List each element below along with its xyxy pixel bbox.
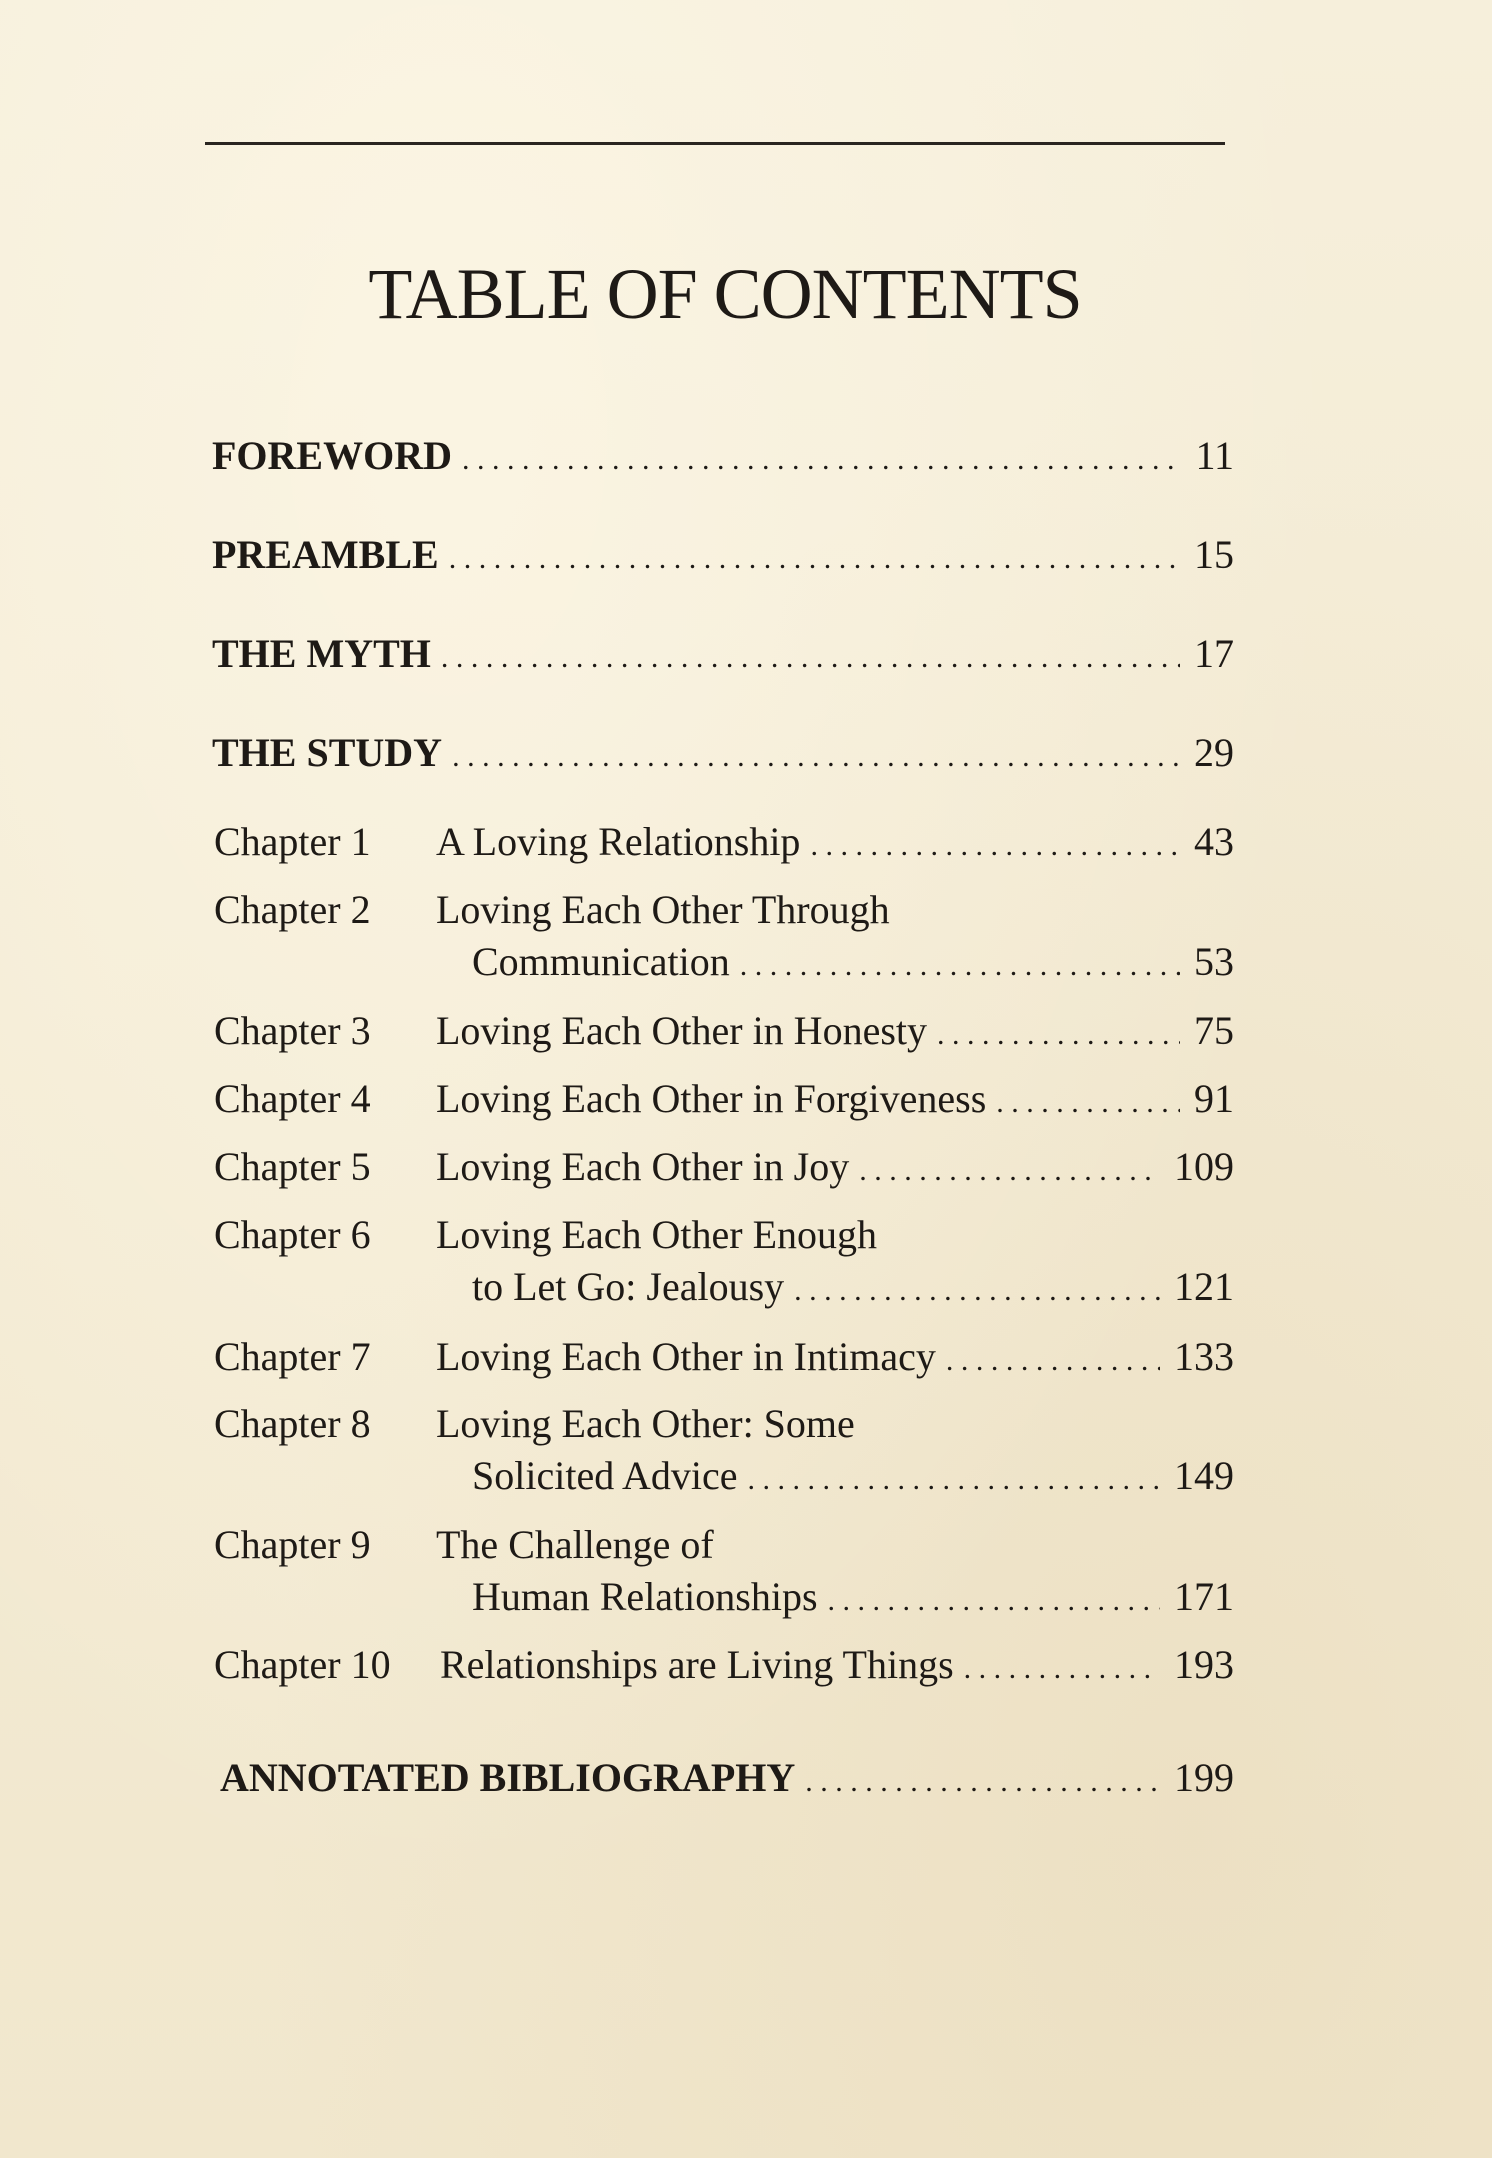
chapter-title: Loving Each Other: Some [436,1401,855,1446]
toc-page-number: 17 [1194,631,1234,676]
toc-entry-label: PREAMBLE [212,532,439,577]
chapter-title: Loving Each Other in Forgiveness [436,1076,987,1121]
toc-page-number: 171 [1174,1574,1234,1619]
chapter-title-continued: to Let Go: Jealousy [472,1264,785,1309]
toc-page-number: 91 [1194,1076,1234,1121]
toc-chapter-9 [214,1521,1234,1568]
leader-dots [859,1154,1160,1188]
page-title: TABLE OF CONTENTS [368,254,1082,334]
leader-dots [996,1086,1180,1120]
chapter-title: Loving Each Other Through [436,887,890,932]
chapter-title: A Loving Relationship [436,819,801,864]
chapter-title: Relationships are Living Things [440,1642,954,1687]
toc-page-number: 193 [1174,1642,1234,1687]
toc-page-number: 149 [1174,1453,1234,1498]
chapter-title-continued: Human Relationships [472,1574,818,1619]
chapter-number: Chapter 5 [214,1144,371,1189]
leader-dots [462,443,1181,477]
toc-page-number: 11 [1195,433,1234,478]
toc-entry-bibliography [220,1754,1234,1801]
toc-chapter-1 [214,818,1234,865]
toc-chapter-8 [214,1400,1234,1447]
chapter-number: Chapter 10 [214,1642,391,1687]
toc-page-number: 29 [1194,730,1234,775]
leader-dots [452,740,1180,774]
toc-page-number: 15 [1194,532,1234,577]
leader-dots [794,1274,1160,1308]
toc-page-number: 109 [1174,1144,1234,1189]
leader-dots [964,1652,1160,1686]
toc-page-number: 133 [1174,1334,1234,1379]
toc-chapter-5 [214,1143,1234,1190]
toc-entry-foreword [212,432,1234,479]
toc-page-number: 43 [1194,819,1234,864]
chapter-title: Loving Each Other in Intimacy [436,1334,936,1379]
leader-dots [748,1463,1160,1497]
toc-chapter-7 [214,1333,1234,1380]
leader-dots [937,1018,1180,1052]
toc-entry-the-myth [212,630,1234,677]
chapter-number: Chapter 9 [214,1522,371,1567]
chapter-number: Chapter 7 [214,1334,371,1379]
toc-page-number: 53 [1194,939,1234,984]
toc-chapter-6-cont [436,1263,1234,1310]
toc-page-number: 121 [1174,1264,1234,1309]
chapter-title: Loving Each Other in Honesty [436,1008,927,1053]
toc-entry-label: ANNOTATED BIBLIOGRAPHY [220,1755,796,1800]
chapter-title: Loving Each Other Enough [436,1212,877,1257]
chapter-title: The Challenge of [436,1522,714,1567]
toc-chapter-2-cont [436,938,1234,985]
chapter-title-continued: Communication [472,939,730,984]
chapter-number: Chapter 3 [214,1008,371,1053]
toc-chapter-4 [214,1075,1234,1122]
toc-chapter-9-cont [436,1573,1234,1620]
toc-chapter-6 [214,1211,1234,1258]
leader-dots [946,1344,1160,1378]
toc-entry-label: THE MYTH [212,631,431,676]
chapter-number: Chapter 1 [214,819,371,864]
leader-dots [441,641,1180,675]
toc-entry-label: THE STUDY [212,730,443,775]
toc-chapter-2 [214,886,1234,933]
chapter-title: Loving Each Other in Joy [436,1144,850,1189]
leader-dots [805,1765,1160,1799]
leader-dots [810,829,1180,863]
toc-entry-label: FOREWORD [212,433,452,478]
toc-page-number: 199 [1174,1755,1234,1800]
chapter-number: Chapter 4 [214,1076,371,1121]
toc-entry-preamble [212,531,1234,578]
toc-chapter-8-cont [436,1452,1234,1499]
chapter-number: Chapter 2 [214,887,371,932]
leader-dots [449,542,1180,576]
leader-dots [828,1584,1160,1618]
chapter-number: Chapter 6 [214,1212,371,1257]
chapter-title-continued: Solicited Advice [472,1453,738,1498]
toc-chapter-3 [214,1007,1234,1054]
toc-entry-the-study [212,729,1234,776]
chapter-number: Chapter 8 [214,1401,371,1446]
leader-dots [740,949,1180,983]
toc-page-number: 75 [1194,1008,1234,1053]
toc-chapter-10 [214,1641,1234,1688]
